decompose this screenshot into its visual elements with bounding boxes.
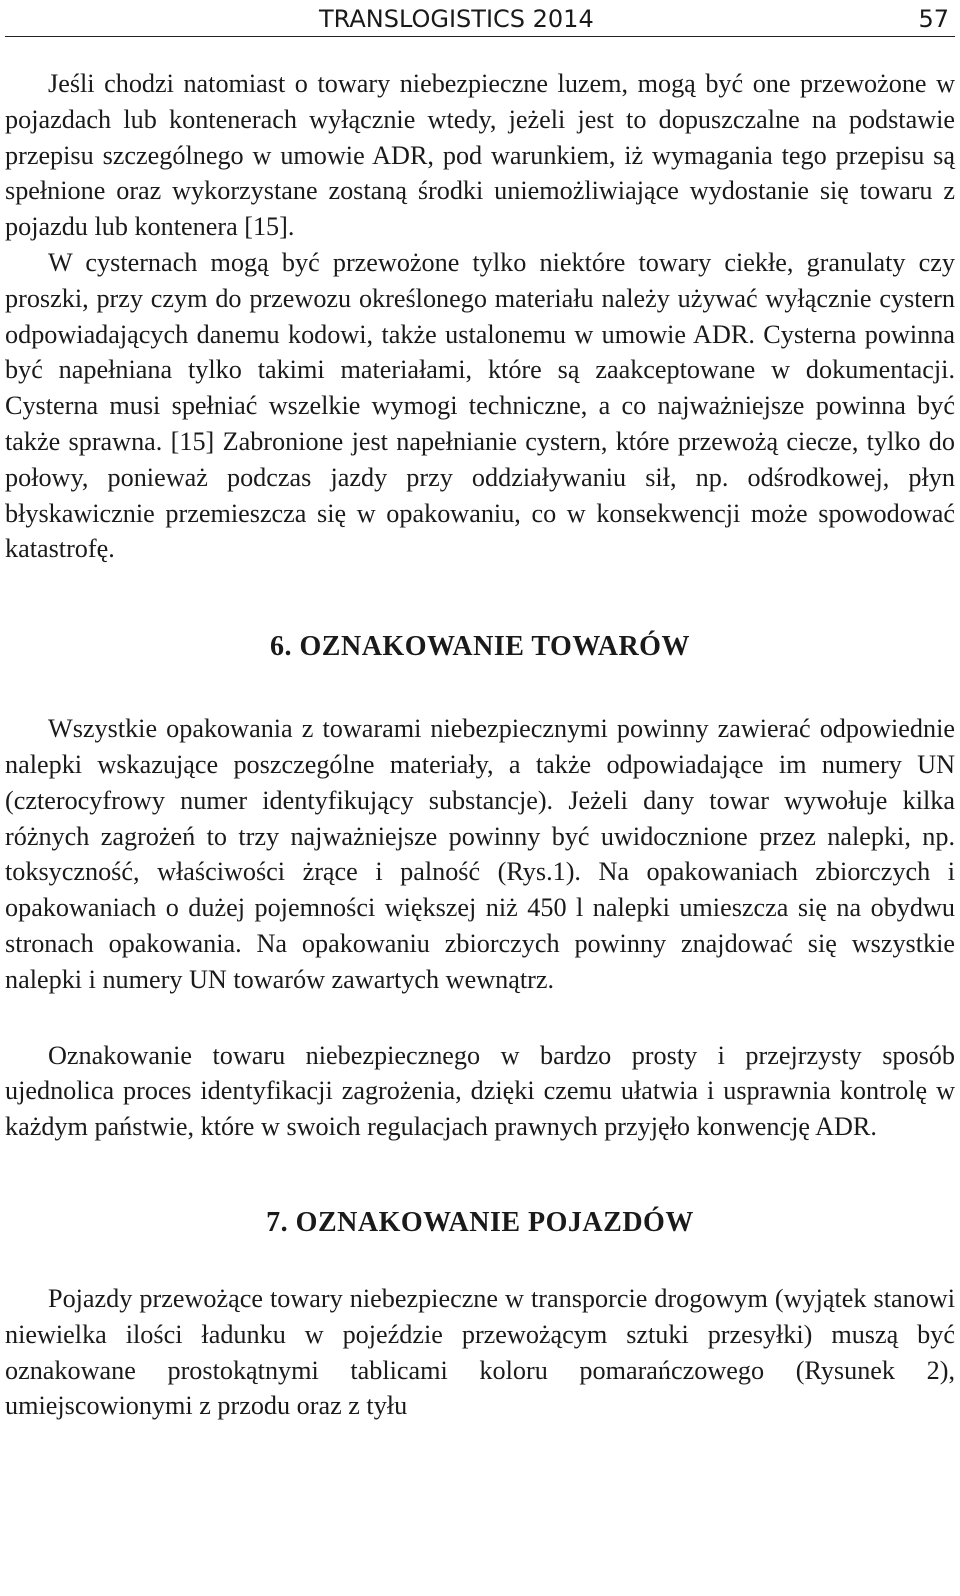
running-header xyxy=(5,0,955,37)
paragraph-tanks: W cysternach mogą być przewożone tylko niektóre towary ciekłe, granulaty czy proszki, przy czym do przewozu określonego materiału należy używać wyłącznie cystern odpowiadających danemu kodowi, także ustalonemu w umowie ADR. Cysterna powinna być napełniana tylko takimi materiałami, które są zaakceptowane w dokumentacji. Cysterna musi spełniać wszelkie wymogi techniczne, a co najważniejsze powinna być także sprawna. [15] Zabronione jest napełnianie cystern, które przewożą ciecze, tylko do połowy, ponieważ podczas jazdy przy oddziaływaniu sił, np. odśrodkowej, płyn błyskawicznie przemieszcza się w opakowaniu, co w konsekwencji może spowodować katastrofę. xyxy=(5,247,955,564)
paragraph-marking-benefits: Oznakowanie towaru niebezpiecznego w bardzo prosty i przejrzysty sposób ujednolica proces identyfikacji zagrożenia, dzięki czemu ułatwia i usprawnia kontrolę w każdym państwie, które w swoich regulacjach prawnych przyjęło konwencję ADR. xyxy=(5,1040,955,1142)
page-number: 57 xyxy=(918,5,949,33)
paragraph-bulk-goods: Jeśli chodzi natomiast o towary niebezpieczne luzem, mogą być one przewożone w pojazdach lub kontenerach wyłącznie wtedy, jeżeli jest to dopuszczalne na podstawie przepisu szczególnego w umowie ADR, pod warunkiem, iż wymagania tego przepisu są spełnione oraz wykorzystane zostaną środki uniemożliwiające wydostanie się towaru z pojazdu lub kontenera [15]. xyxy=(5,69,955,242)
paragraph-vehicle-plates: Pojazdy przewożące towary niebezpieczne w transporcie drogowym (wyjątek stanowi niewielka ilości ładunku w pojeździe przewożącym sztuki przesyłki) muszą być oznakowane prostokątnymi tablicami koloru pomarańczowego (Rysunek 2), umiejscowionymi z przodu oraz z tyłu xyxy=(5,1283,955,1421)
document-page xyxy=(5,0,955,1424)
section-heading-vehicle-marking: 7. OZNAKOWANIE POJAZDÓW xyxy=(266,1206,694,1238)
body-text xyxy=(5,66,955,1424)
section-heading-goods-marking: 6. OZNAKOWANIE TOWARÓW xyxy=(270,631,690,663)
paragraph-packaging-labels: Wszystkie opakowania z towarami niebezpiecznymi powinny zawierać odpowiednie nalepki wskazujące poszczególne materiały, a także odpowiadające im numery UN (czterocyfrowy numer identyfikujący substancje). Jeżeli dany towar wywołuje kilka różnych zagrożeń to trzy najważniejsze powinny być uwidocznione przez nalepki, np. toksyczność, właściwości żrące i palność (Rys.1). Na opakowaniach zbiorczych i opakowaniach o dużej pojemności większej niż 450 l nalepki umieszcza się na obydwu stronach opakowania. Na opakowaniu zbiorczych powinny znajdować się wszystkie nalepki i numery UN towarów zawartych wewnątrz. xyxy=(5,714,955,994)
journal-title: TRANSLOGISTICS 2014 xyxy=(319,5,594,33)
